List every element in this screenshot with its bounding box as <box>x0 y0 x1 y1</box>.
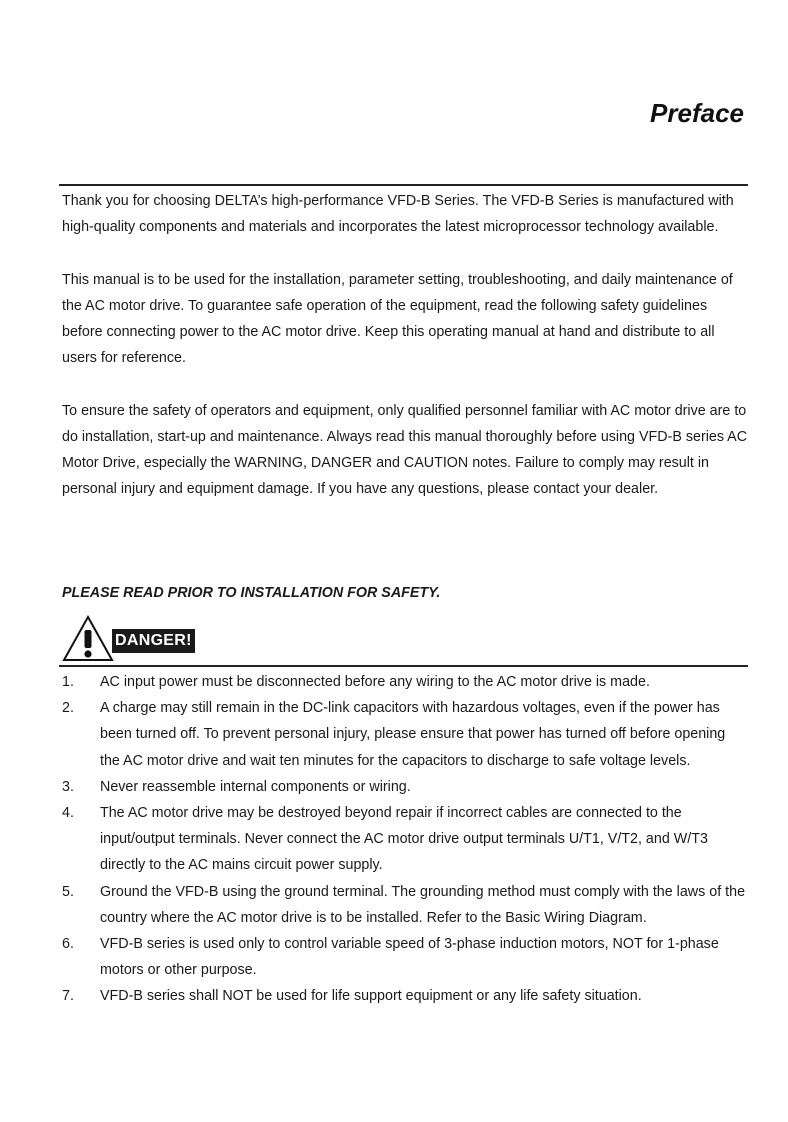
list-item-number: 3. <box>62 778 74 795</box>
list-item-text: A charge may still remain in the DC-link capacitors with hazardous voltages, even if the power has been turned off. To prevent personal injury, please ensure that power has turned off before opening the AC motor drive and wait ten minutes for the capacitors to discharge to safe voltage levels. <box>100 700 726 769</box>
danger-divider <box>59 665 748 667</box>
list-item <box>62 879 748 931</box>
list-item-number: 2. <box>62 700 74 717</box>
page-title: Preface <box>650 98 744 128</box>
intro-paragraph: Thank you for choosing DELTA’s high-performance VFD-B Series. The VFD-B Series is manufactured with high-quality components and materials and incorporates the latest microprocessor technology available. <box>62 193 734 236</box>
intro-section <box>62 188 748 529</box>
list-item-text: AC input power must be disconnected before any wiring to the AC motor drive is made. <box>100 674 650 690</box>
intro-paragraph: This manual is to be used for the installation, parameter setting, troubleshooting, and daily maintenance of the AC motor drive. To guarantee safe operation of the equipment, read the following safety guidelines before connecting power to the AC motor drive. Keep this operating manual at hand and distribute to all users for reference. <box>62 271 733 367</box>
list-item <box>62 774 748 800</box>
list-item <box>62 800 748 879</box>
list-item <box>62 931 748 983</box>
danger-label: DANGER! <box>112 629 195 653</box>
list-item-number: 7. <box>62 988 74 1005</box>
list-item-text: The AC motor drive may be destroyed beyond repair if incorrect cables are connected to the input/output terminals. Never connect the AC motor drive output terminals U/T1, V/T2, and W/T3 directly to the AC mains circuit power supply. <box>100 805 708 874</box>
list-item-text: Never reassemble internal components or wiring. <box>100 778 411 795</box>
list-item <box>62 669 748 695</box>
list-item-number: 4. <box>62 805 74 822</box>
list-item-number: 1. <box>62 674 74 690</box>
list-item-text: Ground the VFD-B using the ground terminal. The grounding method must comply with the laws of the country where the AC motor drive is to be installed. Refer to the Basic Wiring Diagram. <box>100 883 746 926</box>
list-item-number: 6. <box>62 936 74 953</box>
warning-triangle-icon <box>62 614 114 662</box>
list-item <box>62 695 748 774</box>
danger-list <box>62 669 748 1010</box>
header-divider <box>59 184 748 186</box>
list-item-text: VFD-B series shall NOT be used for life support equipment or any life safety situation. <box>100 988 642 1005</box>
intro-paragraph: To ensure the safety of operators and equipment, only qualified personnel familiar with AC motor drive are to do installation, start-up and maintenance. Always read this manual thoroughly before using VFD-B series AC Motor Drive, especially the WARNING, DANGER and CAUTION notes. Failure to comply may result in personal injury and equipment damage. If you have any questions, please contact your dealer. <box>62 402 748 498</box>
safety-heading: PLEASE READ PRIOR TO INSTALLATION FOR SAFETY. <box>62 585 441 601</box>
list-item <box>62 983 748 1009</box>
list-item-number: 5. <box>62 883 74 900</box>
list-item-text: VFD-B series is used only to control variable speed of 3-phase induction motors, NOT for 1-phase motors or other purpose. <box>100 936 719 979</box>
